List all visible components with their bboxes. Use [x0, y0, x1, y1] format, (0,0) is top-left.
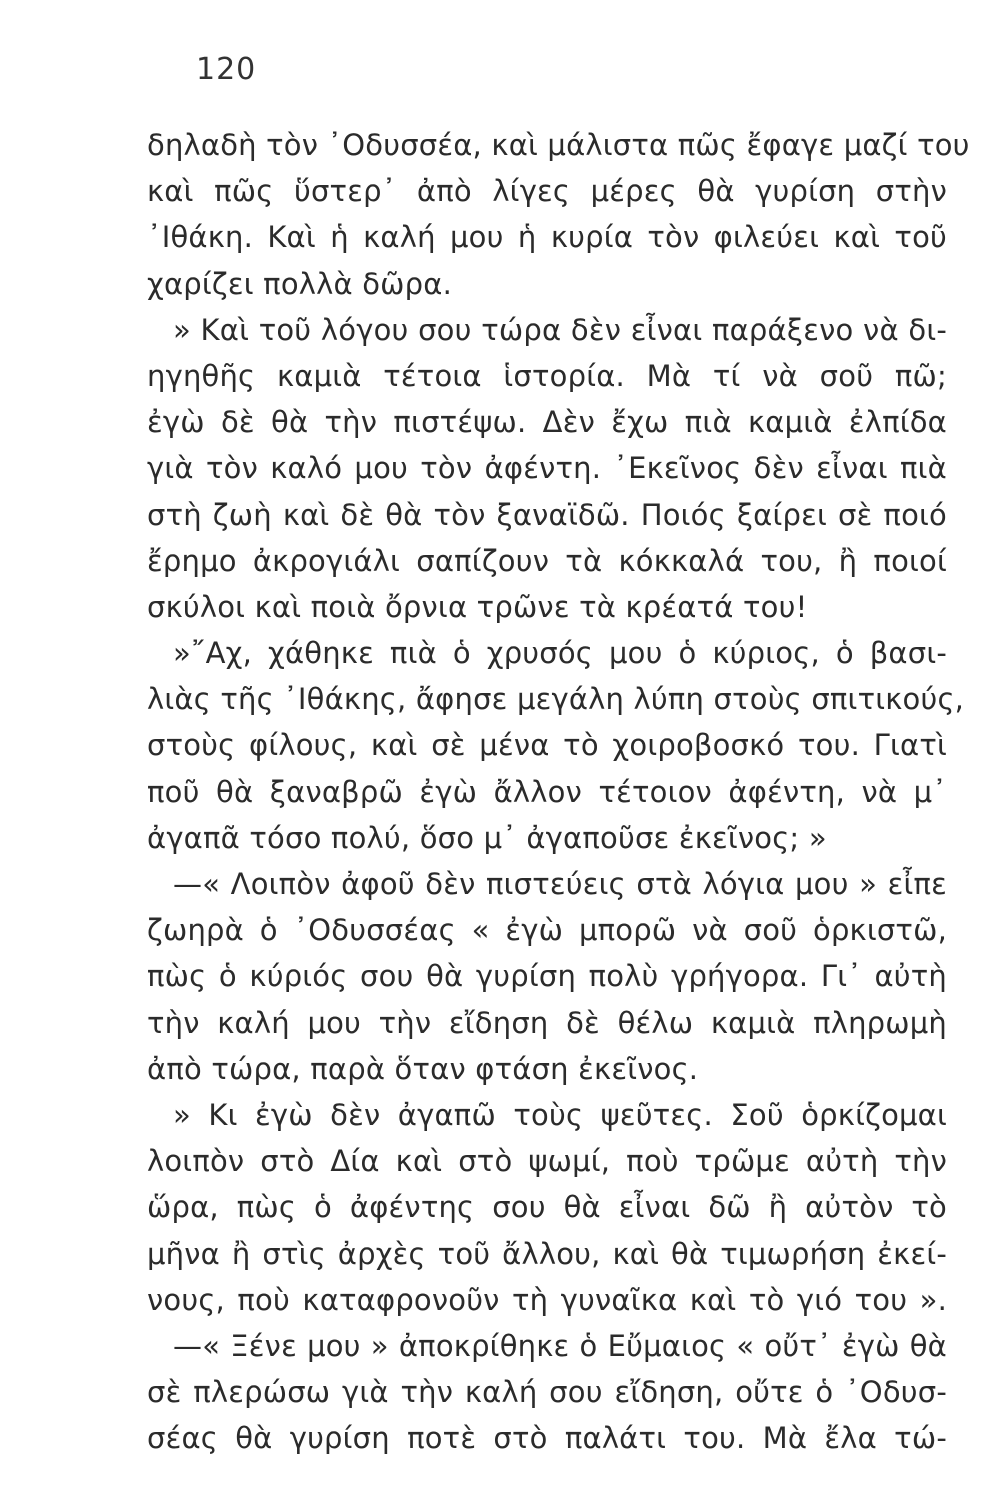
text-line: στὴ ζωὴ καὶ δὲ θὰ τὸν ξαναϊδῶ. Ποιός ξαίρει σὲ ποιό	[147, 497, 947, 532]
text-line: ᾿Ιθάκη. Καὶ ἡ καλή μου ἡ κυρία τὸν φιλεύει καὶ τοῦ	[147, 220, 947, 255]
text-line: πὼς ὁ κύριός σου θὰ γυρίση πολὺ γρήγορα. Γι᾿ αὐτὴ	[147, 959, 947, 994]
text-line: »῎Αχ, χάθηκε πιὰ ὁ χρυσός μου ὁ κύριος, ὁ βασι-	[173, 636, 947, 671]
text-line: —« Ξένε μου » ἀποκρίθηκε ὁ Εὔμαιος « οὔτ᾿ ἐγὼ θὰ	[173, 1328, 947, 1363]
text-line: τὴν καλή μου τὴν εἴδηση δὲ θέλω καμιὰ πληρωμὴ	[147, 1005, 947, 1040]
text-line: χαρίζει πολλὰ δῶρα.	[147, 266, 453, 301]
text-line: στοὺς φίλους, καὶ σὲ μένα τὸ χοιροβοσκό του. Γιατὶ	[147, 728, 947, 763]
text-line: ἔρημο ἀκρογιάλι σαπίζουν τὰ κόκκαλά του, ἢ ποιοί	[147, 543, 947, 578]
text-line: λιὰς τῆς ᾿Ιθάκης, ἄφησε μεγάλη λύπη στοὺς σπιτικούς,	[147, 682, 965, 717]
text-line: » Καὶ τοῦ λόγου σου τώρα δὲν εἶναι παράξενο νὰ δι-	[173, 312, 947, 347]
text-line: ηγηθῆς καμιὰ τέτοια ἱστορία. Μὰ τί νὰ σοῦ πῶ;	[147, 358, 947, 393]
text-line: —« Λοιπὸν ἀφοῦ δὲν πιστεύεις στὰ λόγια μου » εἶπε	[173, 867, 947, 901]
text-line: λοιπὸν στὸ Δία καὶ στὸ ψωμί, ποὺ τρῶμε αὐτὴ τὴν	[147, 1144, 947, 1179]
text-line: σὲ πλερώσω γιὰ τὴν καλή σου εἴδηση, οὔτε ὁ ᾿Οδυσ-	[147, 1375, 947, 1410]
text-line: ζωηρὰ ὁ ᾿Οδυσσέας « ἐγὼ μπορῶ νὰ σοῦ ὁρκιστῶ,	[147, 913, 947, 948]
text-line: ὥρα, πὼς ὁ ἀφέντης σου θὰ εἶναι δῶ ἢ αὐτὸν τὸ	[147, 1190, 947, 1225]
text-line: ἀπὸ τώρα, παρὰ ὅταν φτάση ἐκεῖνος.	[147, 1051, 699, 1086]
text-line: δηλαδὴ τὸν ᾿Οδυσσέα, καὶ μάλιστα πῶς ἔφαγε μαζί του	[147, 128, 970, 162]
text-line: ἐγὼ δὲ θὰ τὴν πιστέψω. Δὲν ἔχω πιὰ καμιὰ ἐλπίδα	[147, 405, 947, 440]
text-line: γιὰ τὸν καλό μου τὸν ἀφέντη. ᾿Εκεῖνος δὲν εἶναι πιὰ	[147, 451, 947, 486]
text-line: σέας θὰ γυρίση ποτὲ στὸ παλάτι του. Μὰ ἔλα τώ-	[147, 1421, 947, 1456]
text-line: ἀγαπᾶ τόσο πολύ, ὅσο μ᾿ ἀγαποῦσε ἐκεῖνος; »	[147, 820, 827, 855]
text-line: νους, ποὺ καταφρονοῦν τὴ γυναῖκα καὶ τὸ γιό του ».	[147, 1282, 947, 1317]
text-line: ποῦ θὰ ξαναβρῶ ἐγὼ ἄλλον τέτοιον ἀφέντη, νὰ μ᾿	[147, 774, 947, 809]
text-line: » Κι ἐγὼ δὲν ἀγαπῶ τοὺς ψεῦτες. Σοῦ ὁρκίζομαι	[173, 1097, 947, 1132]
text-line: σκύλοι καὶ ποιὰ ὄρνια τρῶνε τὰ κρέατά του!	[147, 589, 808, 624]
text-line: καὶ πῶς ὕστερ᾿ ἀπὸ λίγες μέρες θὰ γυρίση στὴν	[147, 174, 947, 209]
body-text	[147, 122, 970, 1461]
page-number: 120	[196, 52, 257, 87]
text-line: μῆνα ἢ στὶς ἀρχὲς τοῦ ἄλλου, καὶ θὰ τιμωρήση ἐκεί-	[147, 1236, 947, 1271]
